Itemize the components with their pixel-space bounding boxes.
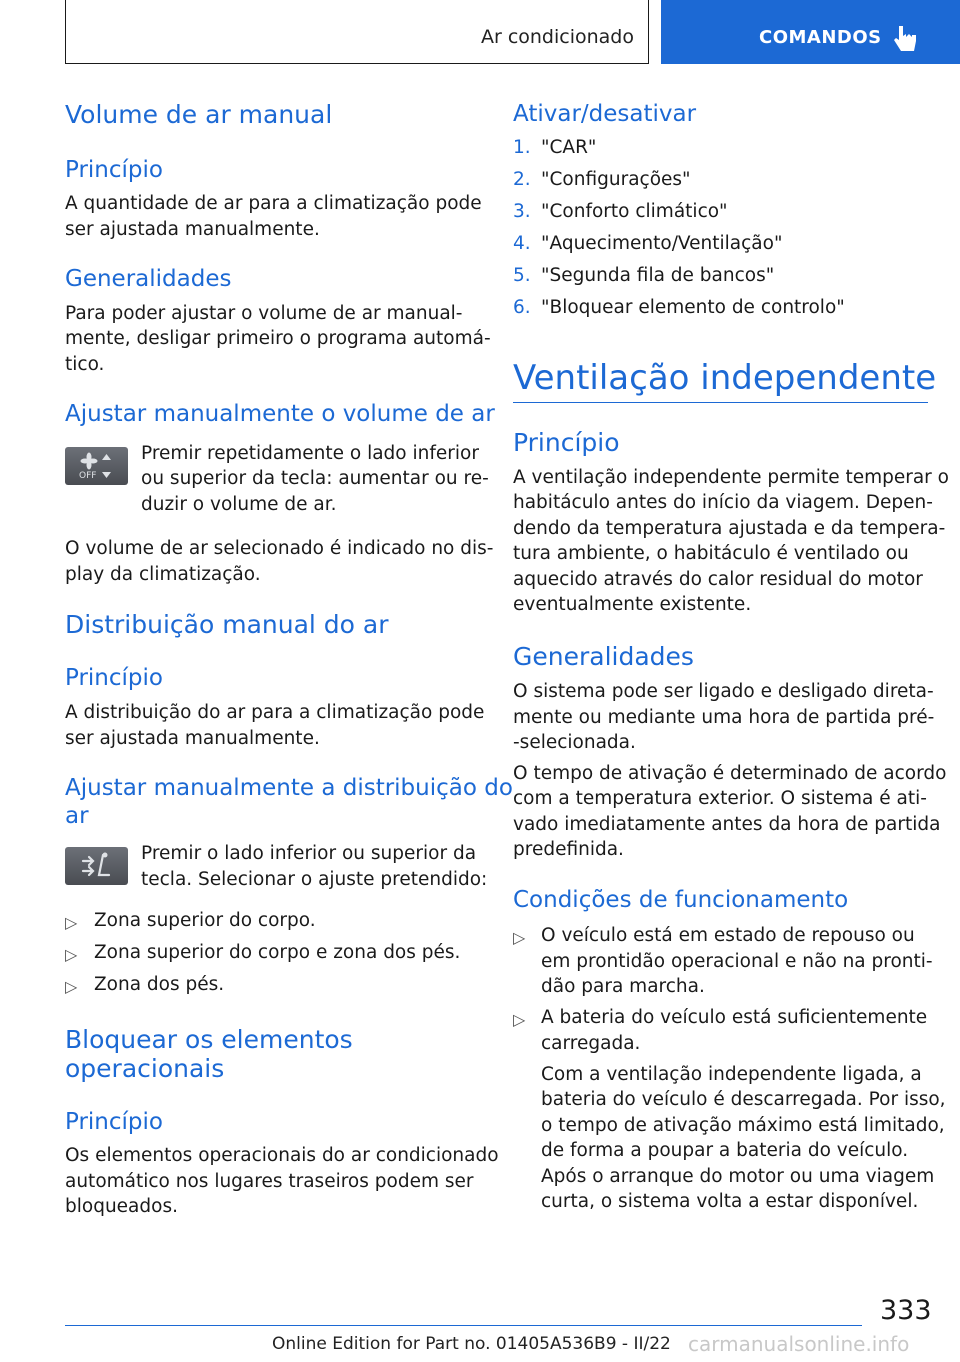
heading-generalidades-right: Generalidades [513,642,694,671]
air-distribution-button-icon [65,847,128,885]
heading-distribuicao-manual: Distribuição manual do ar [65,610,389,639]
air-distribution-icon [65,847,128,885]
header-box [65,0,649,64]
step-text: "Aquecimento/Ventilação" [541,233,783,254]
bullet-triangle-icon: ▷ [513,928,526,947]
heading-volume-ar-manual: Volume de ar manual [65,100,333,129]
para-principio-right-l3: dendo da temperatura ajustada e da tempera- [513,518,946,539]
para-generalidades-right-l2: mente ou mediante uma hora de partida pré- [513,707,935,728]
step-text: "Configurações" [541,169,691,190]
bullet-triangle-icon: ▷ [65,913,78,932]
fan-icon [65,447,128,485]
heading-principio-2: Princípio [65,665,163,691]
heading-condicoes: Condições de funcionamento [513,887,849,913]
para-principio-right-l5: aquecido através do calor residual do motor [513,569,923,590]
bullet-triangle-icon: ▷ [65,977,78,996]
para-ajustar-volume-l3: duzir o volume de ar. [141,494,337,515]
para-principio-1-l1: A quantidade de ar para a climatização pode [65,193,482,214]
chapter-tab-label: COMANDOS [759,27,882,48]
para-generalidades-1-l2: mente, desligar primeiro o programa automá- [65,328,491,349]
step-number: 1. [513,137,531,158]
step-text: "Segunda fila de bancos" [541,265,775,286]
section-title: Ar condicionado [480,26,634,48]
para-tempo-l1: O tempo de ativação é determinado de acordo [513,763,947,784]
step-number: 6. [513,297,531,318]
step-number: 2. [513,169,531,190]
heading-principio-1: Princípio [65,157,163,183]
bullet-triangle-icon: ▷ [513,1010,526,1029]
para-generalidades-right-l3: -selecionada. [513,732,636,753]
cond2-note-l5: Após o arranque do motor ou uma viagem [541,1166,935,1187]
step-number: 4. [513,233,531,254]
para-ajustar-dist-l2: tecla. Selecionar o ajuste pretendido: [141,869,488,890]
para-principio-right-l6: eventualmente existente. [513,594,752,615]
list-item: Zona superior do corpo. [94,910,316,931]
heading-rule [513,402,928,403]
heading-bloquear-l2: operacionais [65,1054,225,1083]
cond2-note-l2: bateria do veículo é descarregada. Por isso, [541,1089,946,1110]
cond2-l1: A bateria do veículo está suficientemente [541,1007,928,1028]
cond1-l2: em prontidão operacional e não na pronti- [541,951,933,972]
heading-ativar-desativar: Ativar/desativar [513,101,697,127]
off-label: OFF [79,471,97,481]
para-display-l2: play da climatização. [65,564,261,585]
para-principio-right-l4: tura ambiente, o habitáculo é ventilado ou [513,543,909,564]
list-item: Zona superior do corpo e zona dos pés. [94,942,461,963]
heading-principio-3: Princípio [65,1109,163,1135]
list-item: Zona dos pés. [94,974,225,995]
heading-bloquear-l1: Bloquear os elementos [65,1025,353,1054]
cond1-l3: dão para marcha. [541,976,705,997]
para-principio-3-l1: Os elementos operacionais do ar condicionado [65,1145,499,1166]
cond2-note-l4: de forma a poupar a bateria do veículo. [541,1140,909,1161]
para-principio-right-l1: A ventilação independente permite temperar o [513,467,949,488]
heading-ajustar-volume: Ajustar manualmente o volume de ar [65,401,495,427]
para-principio-2-l1: A distribuição do ar para a climatização pode [65,702,485,723]
footer-rule [65,1325,862,1326]
footer-edition: Online Edition for Part no. 01405A536B9 - II/22 [272,1334,671,1354]
para-tempo-l4: predefinida. [513,839,624,860]
para-ajustar-volume-l1: Premir repetidamente o lado inferior [141,443,479,464]
heading-ventilacao-independente: Ventilação independente [513,358,937,398]
cond1-l1: O veículo está em estado de repouso ou [541,925,915,946]
step-text: "CAR" [541,137,597,158]
chapter-tab[interactable] [661,0,960,64]
cond2-l2: carregada. [541,1033,641,1054]
cond2-note-l6: curta, o sistema volta a estar disponível. [541,1191,919,1212]
pointing-hand-icon [893,24,919,54]
step-number: 5. [513,265,531,286]
step-text: "Bloquear elemento de controlo" [541,297,845,318]
para-principio-2-l2: ser ajustada manualmente. [65,728,320,749]
step-text: "Conforto climático" [541,201,728,222]
para-generalidades-1-l3: tico. [65,354,105,375]
para-ajustar-volume-l2: ou superior da tecla: aumentar ou re- [141,468,489,489]
cond2-note-l1: Com a ventilação independente ligada, a [541,1064,922,1085]
para-ajustar-dist-l1: Premir o lado inferior ou superior da [141,843,477,864]
para-tempo-l3: vado imediatamente antes da hora de partida [513,814,941,835]
heading-ajustar-dist-l1: Ajustar manualmente a distribuição do [65,775,513,801]
heading-principio-right: Princípio [513,428,620,457]
bullet-triangle-icon: ▷ [65,945,78,964]
para-display-l1: O volume de ar selecionado é indicado no dis- [65,538,494,559]
page-number: 333 [880,1295,932,1326]
heading-generalidades-1: Generalidades [65,266,232,292]
step-number: 3. [513,201,531,222]
para-principio-right-l2: habitáculo antes do início da viagem. Depen- [513,492,933,513]
cond2-note-l3: o tempo de ativação máximo está limitado, [541,1115,945,1136]
para-principio-1-l2: ser ajustada manualmente. [65,219,320,240]
fan-off-button-icon [65,447,128,485]
para-generalidades-1-l1: Para poder ajustar o volume de ar manual- [65,303,463,324]
para-generalidades-right-l1: O sistema pode ser ligado e desligado direta- [513,681,934,702]
watermark: carmanualsonline.info [688,1332,910,1356]
heading-ajustar-dist-l2: ar [65,803,89,829]
para-tempo-l2: com a temperatura exterior. O sistema é ati- [513,788,927,809]
para-principio-3-l3: bloqueados. [65,1196,178,1217]
para-principio-3-l2: automático nos lugares traseiros podem ser [65,1171,474,1192]
